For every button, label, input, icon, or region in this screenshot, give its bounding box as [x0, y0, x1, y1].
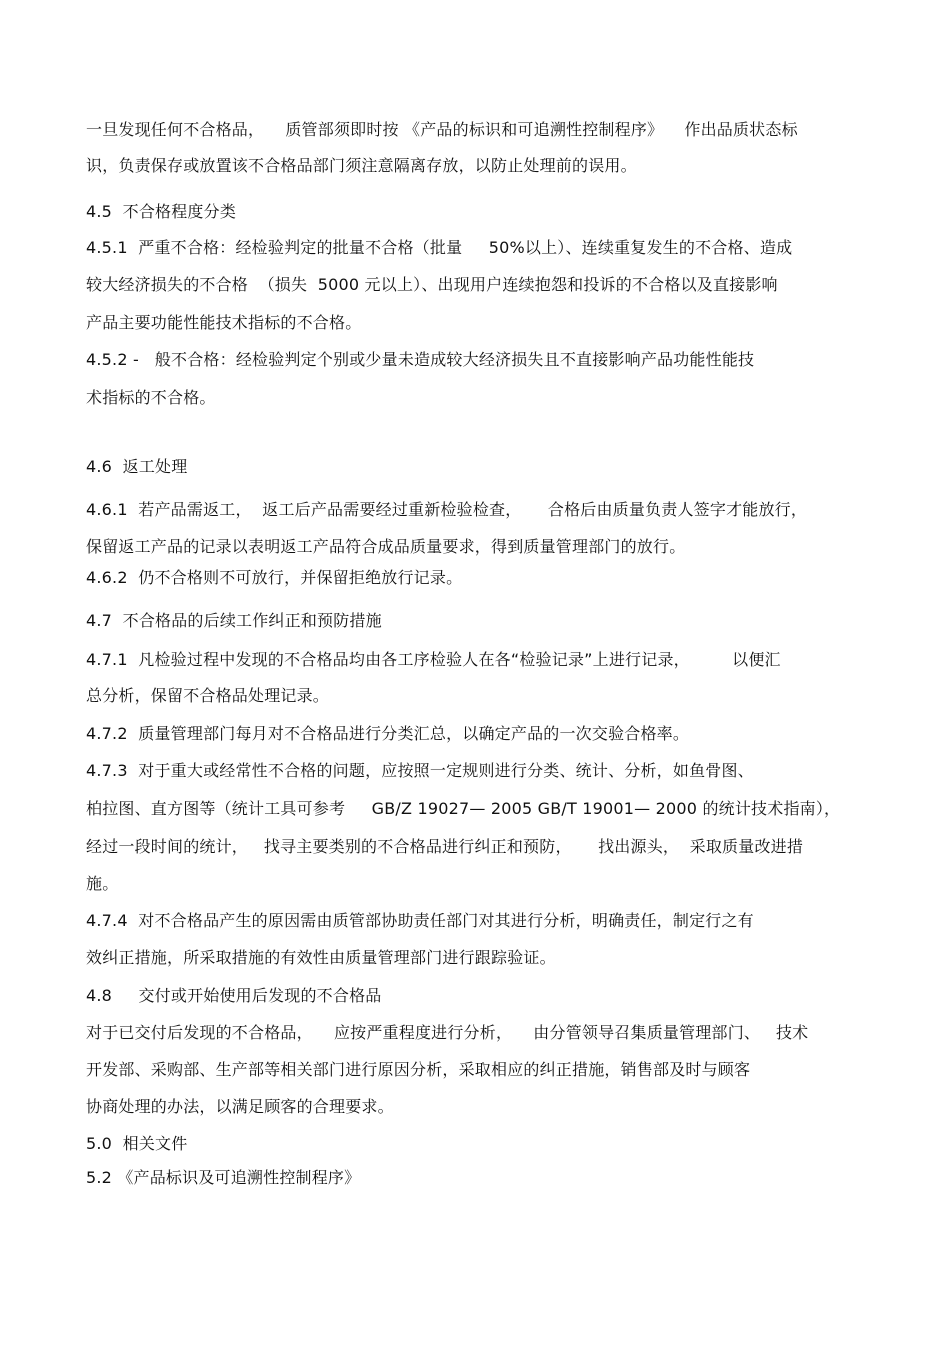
paragraph-line: 施。 [86, 874, 119, 893]
paragraph-line: 术指标的不合格。 [86, 388, 216, 407]
paragraph-line: 对于已交付后发现的不合格品， 应按严重程度进行分析， 由分管领导召集质量管理部门、 技术 [86, 1023, 809, 1042]
paragraph-line: 4.5.2 - 般不合格：经检验判定个别或少量未造成较大经济损失且不直接影响产品功能性能技 [86, 350, 755, 369]
paragraph-line: 识，负责保存或放置该不合格品部门须注意隔离存放，以防止处理前的误用。 [86, 156, 637, 175]
paragraph-line: 4.7.1 凡检验过程中发现的不合格品均由各工序检验人在各“检验记录”上进行记录， 以便汇 [86, 650, 781, 669]
paragraph-line: 柏拉图、直方图等（统计工具可参考 GB/Z 19027— 2005 GB/T 19001— 2000 的统计技术指南）， [86, 799, 841, 818]
paragraph-line: 4.7.2 质量管理部门每月对不合格品进行分类汇总，以确定产品的一次交验合格率。 [86, 724, 690, 743]
paragraph-line: 保留返工产品的记录以表明返工产品符合成品质量要求，得到质量管理部门的放行。 [86, 537, 686, 556]
paragraph-line: 4.5.1 严重不合格：经检验判定的批量不合格（批量 50%以上）、连续重复发生的不合格、造成 [86, 238, 793, 257]
paragraph-line: 4.7.4 对不合格品产生的原因需由质管部协助责任部门对其进行分析，明确责任，制定行之有 [86, 911, 754, 930]
paragraph-line: 效纠正措施，所采取措施的有效性由质量管理部门进行跟踪验证。 [86, 948, 556, 967]
reference-line: 5.2 《产品标识及可追溯性控制程序》 [86, 1168, 361, 1187]
section-heading-4-6: 4.6 返工处理 [86, 457, 188, 476]
section-heading-4-8: 4.8 交付或开始使用后发现的不合格品 [86, 986, 382, 1005]
paragraph-line: 4.7.3 对于重大或经常性不合格的问题，应按照一定规则进行分类、统计、分析，如鱼骨图、 [86, 761, 754, 780]
section-heading-5-0: 5.0 相关文件 [86, 1134, 188, 1153]
section-heading-4-5: 4.5 不合格程度分类 [86, 202, 237, 221]
paragraph-line: 总分析，保留不合格品处理记录。 [86, 686, 330, 705]
paragraph-line: 较大经济损失的不合格 （损失 5000 元以上）、出现用户连续抱怨和投诉的不合格以及直接影响 [86, 275, 778, 294]
paragraph-line: 开发部、采购部、生产部等相关部门进行原因分析，采取相应的纠正措施，销售部及时与顾客 [86, 1060, 751, 1079]
paragraph-line: 4.6.2 仍不合格则不可放行，并保留拒绝放行记录。 [86, 568, 463, 587]
paragraph-line: 一旦发现任何不合格品， 质管部须即时按 《产品的标识和可追溯性控制程序》 作出品质状态标 [86, 120, 798, 139]
paragraph-line: 经过一段时间的统计， 找寻主要类别的不合格品进行纠正和预防， 找出源头， 采取质量改进措 [86, 837, 804, 856]
paragraph-line: 产品主要功能性能技术指标的不合格。 [86, 313, 362, 332]
section-heading-4-7: 4.7 不合格品的后续工作纠正和预防措施 [86, 611, 382, 630]
paragraph-line: 协商处理的办法，以满足顾客的合理要求。 [86, 1097, 394, 1116]
paragraph-line: 4.6.1 若产品需返工， 返工后产品需要经过重新检验检查， 合格后由质量负责人签字才能放行， [86, 500, 808, 519]
